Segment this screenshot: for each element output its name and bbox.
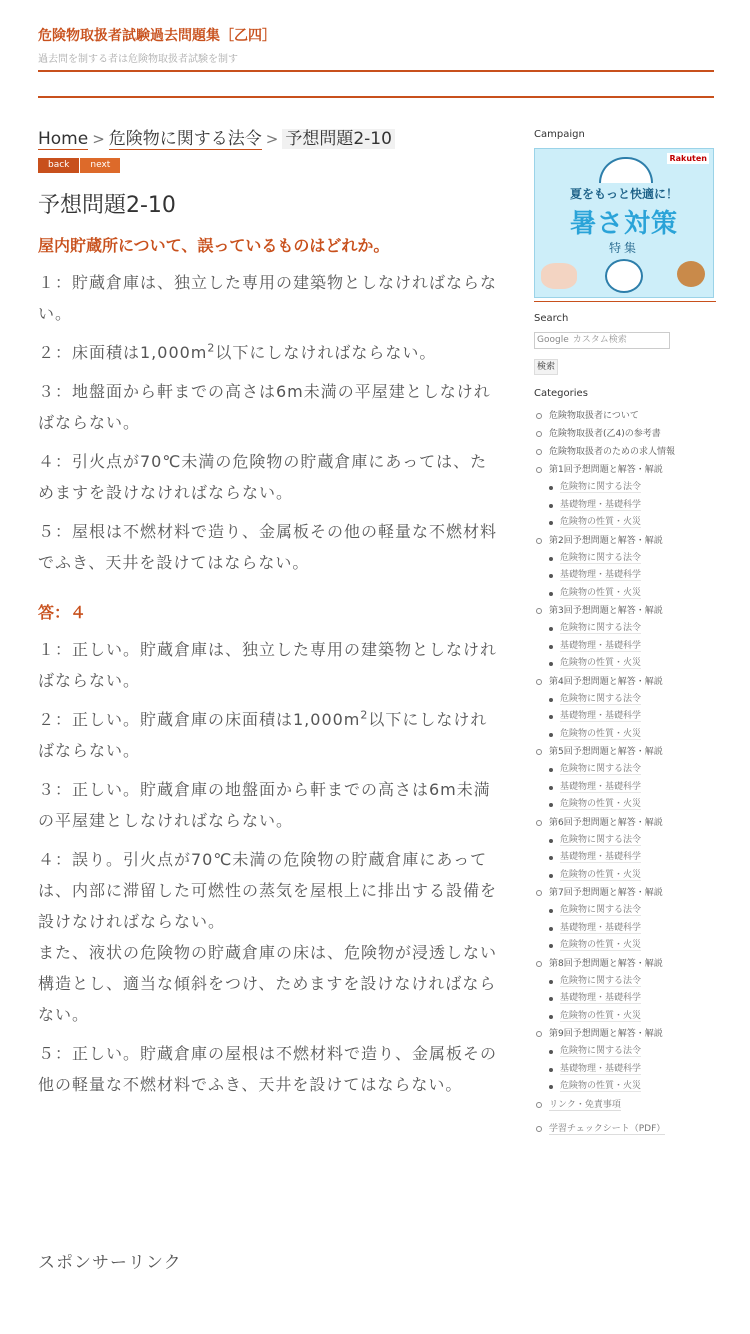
subcategory-list xyxy=(549,550,716,603)
option-2-rest: 以下にしなければならない。 xyxy=(215,343,437,362)
banner-line-3: 特集 xyxy=(608,241,639,255)
dog-illustration xyxy=(677,261,705,287)
sun-icon xyxy=(599,157,653,183)
subcategory-label: 危険物に関する法令 xyxy=(560,1046,642,1056)
subcategory-list xyxy=(549,973,716,1026)
subcategory-label: 危険物に関する法令 xyxy=(560,764,642,774)
search-button[interactable]: 検索 xyxy=(534,359,558,375)
category-item[interactable] xyxy=(534,461,716,532)
subcategory-item[interactable] xyxy=(548,867,716,885)
subcategory-label: 基礎物理・基礎科学 xyxy=(560,570,642,580)
subcategory-label: 危険物に関する法令 xyxy=(560,834,642,845)
subcategory-item[interactable] xyxy=(548,567,716,585)
site-title[interactable]: 危険物取扱者試験過去問題集［乙四］ xyxy=(38,28,276,44)
superscript: 2 xyxy=(360,708,369,722)
category-item[interactable] xyxy=(534,743,716,814)
campaign-divider xyxy=(534,301,716,302)
campaign-title: Campaign xyxy=(534,129,585,140)
explanation-2-text: ２：正しい。貯蔵倉庫の床面積は1,000m xyxy=(38,710,361,729)
subcategory-label: 危険物の性質・火災 xyxy=(560,1010,642,1021)
subcategory-item[interactable] xyxy=(548,973,716,991)
subcategory-label: 基礎物理・基礎科学 xyxy=(560,922,642,933)
explanation-5: ５：正しい。貯蔵倉庫の屋根は不燃材料で造り、金属板その他の軽量な不燃材料でふき、天井を設けてはならない。 xyxy=(38,1044,498,1094)
sponsor-label: スポンサーリンク xyxy=(38,1253,182,1273)
category-label: 第7回予想問題と解答・解説 xyxy=(549,888,663,898)
subcategory-label: 基礎物理・基礎科学 xyxy=(560,852,642,862)
search-title: Search xyxy=(534,313,569,324)
explanation-2-rest: 以下にしなければならない。 xyxy=(38,710,488,760)
subcategory-label: 危険物に関する法令 xyxy=(560,623,642,633)
page-title: 予想問題2-10 xyxy=(38,193,176,218)
subcategory-list xyxy=(549,479,716,532)
google-logo: Google xyxy=(537,335,569,345)
subcategory-list xyxy=(549,1043,716,1096)
subcategory-item[interactable] xyxy=(548,1043,716,1061)
category-label: 第2回予想問題と解答・解説 xyxy=(549,535,663,546)
breadcrumb-category[interactable]: 危険物に関する法令 xyxy=(108,129,262,149)
category-label: 学習チェックシート（PDF） xyxy=(549,1123,666,1134)
subcategory-item[interactable] xyxy=(548,726,716,744)
subcategory-item[interactable] xyxy=(548,585,716,603)
subcategory-label: 危険物の性質・火災 xyxy=(560,587,642,598)
category-item[interactable] xyxy=(534,1096,716,1114)
explanation-4-extra: また、液状の危険物の貯蔵倉庫の床は、危険物が浸透しない構造とし、適当な傾斜をつけ、ためますを設けなければならない。 xyxy=(38,943,498,1024)
category-label: 第9回予想問題と解答・解説 xyxy=(549,1029,663,1039)
subcategory-label: 危険物の性質・火災 xyxy=(560,658,642,668)
breadcrumb-separator: > xyxy=(265,130,279,148)
subcategory-item[interactable] xyxy=(548,708,716,726)
category-label: 第3回予想問題と解答・解説 xyxy=(549,606,663,616)
search-input[interactable] xyxy=(534,332,670,349)
subcategory-label: 危険物の性質・火災 xyxy=(560,517,642,527)
subcategory-list xyxy=(549,691,716,744)
subcategory-label: 危険物の性質・火災 xyxy=(560,799,642,809)
breadcrumb-home[interactable]: Home xyxy=(38,129,89,149)
subcategory-item[interactable] xyxy=(548,620,716,638)
category-item[interactable] xyxy=(534,955,716,1026)
search-placeholder: カスタム検索 xyxy=(572,335,627,345)
header-divider xyxy=(38,70,714,72)
subcategory-label: 基礎物理・基礎科学 xyxy=(560,781,642,792)
subcategory-label: 危険物に関する法令 xyxy=(560,975,642,986)
subcategory-item[interactable] xyxy=(548,902,716,920)
category-label: 第5回予想問題と解答・解説 xyxy=(549,747,663,757)
subcategory-list xyxy=(549,620,716,673)
categories-title: Categories xyxy=(534,388,588,399)
site-header xyxy=(38,24,714,65)
subcategory-item[interactable] xyxy=(548,920,716,938)
explanation-1: １：正しい。貯蔵倉庫は、独立した専用の建築物としなければならない。 xyxy=(38,640,498,690)
subcategory-item[interactable] xyxy=(548,497,716,515)
subcategory-item[interactable] xyxy=(548,990,716,1008)
categories-list xyxy=(534,407,716,1138)
sidebar xyxy=(534,128,716,1138)
subcategory-item[interactable] xyxy=(548,796,716,814)
category-label: 第8回予想問題と解答・解説 xyxy=(549,958,663,969)
banner-line-1: 夏をもっと快適に！ xyxy=(569,187,678,201)
category-item[interactable] xyxy=(534,532,716,603)
main-content xyxy=(38,126,498,1108)
category-label: リンク・免責事項 xyxy=(549,1099,621,1110)
category-item[interactable] xyxy=(534,884,716,955)
category-label: 第6回予想問題と解答・解説 xyxy=(549,817,663,828)
subcategory-item[interactable] xyxy=(548,761,716,779)
option-2-text: ２：床面積は1,000m xyxy=(38,343,208,362)
subcategory-list xyxy=(549,902,716,955)
banner-line-2: 暑さ対策 xyxy=(569,209,678,239)
option-1: １：貯蔵倉庫は、独立した専用の建築物としなければならない。 xyxy=(38,273,498,323)
subcategory-list xyxy=(549,832,716,885)
subcategory-item[interactable] xyxy=(548,638,716,656)
subcategory-item[interactable] xyxy=(548,1061,716,1079)
rakuten-logo: Rakuten xyxy=(669,154,707,163)
subcategory-label: 危険物の性質・火災 xyxy=(560,940,642,950)
bear-icon xyxy=(605,259,643,293)
subcategory-item[interactable] xyxy=(548,779,716,797)
subcategory-label: 危険物に関する法令 xyxy=(560,552,642,563)
category-label: 危険物取扱者について xyxy=(549,411,639,421)
subcategory-item[interactable] xyxy=(548,655,716,673)
subcategory-item[interactable] xyxy=(548,832,716,850)
option-5: ５：屋根は不燃材料で造り、金属板その他の軽量な不燃材料でふき、天井を設けてはならない。 xyxy=(38,522,498,572)
option-2 xyxy=(38,337,498,368)
subcategory-label: 危険物の性質・火災 xyxy=(560,728,642,739)
subcategory-item[interactable] xyxy=(548,937,716,955)
category-item[interactable] xyxy=(534,1025,716,1096)
campaign-banner[interactable] xyxy=(534,148,714,298)
subcategory-item[interactable] xyxy=(548,1078,716,1096)
subcategory-label: 基礎物理・基礎科学 xyxy=(560,711,642,721)
site-description: 過去問を制する者は危険物取扱者試験を制す xyxy=(38,54,238,65)
category-item[interactable] xyxy=(534,602,716,673)
pager xyxy=(38,158,498,173)
answer-heading: 答：４ xyxy=(38,603,87,622)
category-item[interactable] xyxy=(534,443,716,461)
explanation-2 xyxy=(38,704,498,766)
subcategory-item[interactable] xyxy=(548,514,716,532)
subcategory-label: 基礎物理・基礎科学 xyxy=(560,993,642,1003)
category-item[interactable] xyxy=(534,814,716,885)
subcategory-item[interactable] xyxy=(548,479,716,497)
subcategory-list xyxy=(549,761,716,814)
explanation-3: ３：正しい。貯蔵倉庫の地盤面から軒までの高さは6m未満の平屋建としなければならない。 xyxy=(38,780,491,830)
breadcrumb-current: 予想問題2-10 xyxy=(282,129,395,149)
subcategory-label: 基礎物理・基礎科学 xyxy=(560,499,642,510)
subcategory-label: 危険物に関する法令 xyxy=(560,482,642,492)
subcategory-label: 危険物に関する法令 xyxy=(560,905,642,915)
category-item[interactable] xyxy=(534,425,716,443)
subcategory-item[interactable] xyxy=(548,550,716,568)
category-label: 危険物取扱者のための求人情報 xyxy=(549,447,676,457)
breadcrumb-separator: > xyxy=(92,130,105,148)
nav-divider xyxy=(38,96,714,98)
explanation-4: ４：誤り。引火点が70℃未満の危険物の貯蔵倉庫にあっては、内部に滞留した可燃性の蒸気を屋根上に排出する設備を設けなければならない。 xyxy=(38,850,498,931)
category-item[interactable] xyxy=(534,1120,716,1138)
subcategory-label: 基礎物理・基礎科学 xyxy=(560,1063,642,1074)
category-label: 第1回予想問題と解答・解説 xyxy=(549,465,663,475)
option-3: ３：地盤面から軒までの高さは6m未満の平屋建としなければならない。 xyxy=(38,382,491,432)
subcategory-item[interactable] xyxy=(548,691,716,709)
category-item[interactable] xyxy=(534,407,716,425)
subcategory-label: 危険物の性質・火災 xyxy=(560,869,642,880)
person-illustration xyxy=(541,263,577,289)
next-button[interactable]: next xyxy=(79,158,120,173)
subcategory-label: 危険物に関する法令 xyxy=(560,693,642,704)
category-label: 危険物取扱者(乙4)の参考書 xyxy=(549,429,661,439)
breadcrumb xyxy=(38,126,498,152)
subcategory-label: 危険物の性質・火災 xyxy=(560,1081,642,1091)
category-label: 第4回予想問題と解答・解説 xyxy=(549,676,663,687)
back-button[interactable]: back xyxy=(38,158,79,173)
subcategory-label: 基礎物理・基礎科学 xyxy=(560,640,642,651)
subcategory-item[interactable] xyxy=(548,849,716,867)
subcategory-item[interactable] xyxy=(548,1008,716,1026)
superscript: 2 xyxy=(207,341,216,355)
question-text: 屋内貯蔵所について、誤っているものはどれか。 xyxy=(38,236,390,255)
option-4: ４：引火点が70℃未満の危険物の貯蔵倉庫にあっては、ためますを設けなければならない。 xyxy=(38,452,488,502)
category-item[interactable] xyxy=(534,673,716,744)
